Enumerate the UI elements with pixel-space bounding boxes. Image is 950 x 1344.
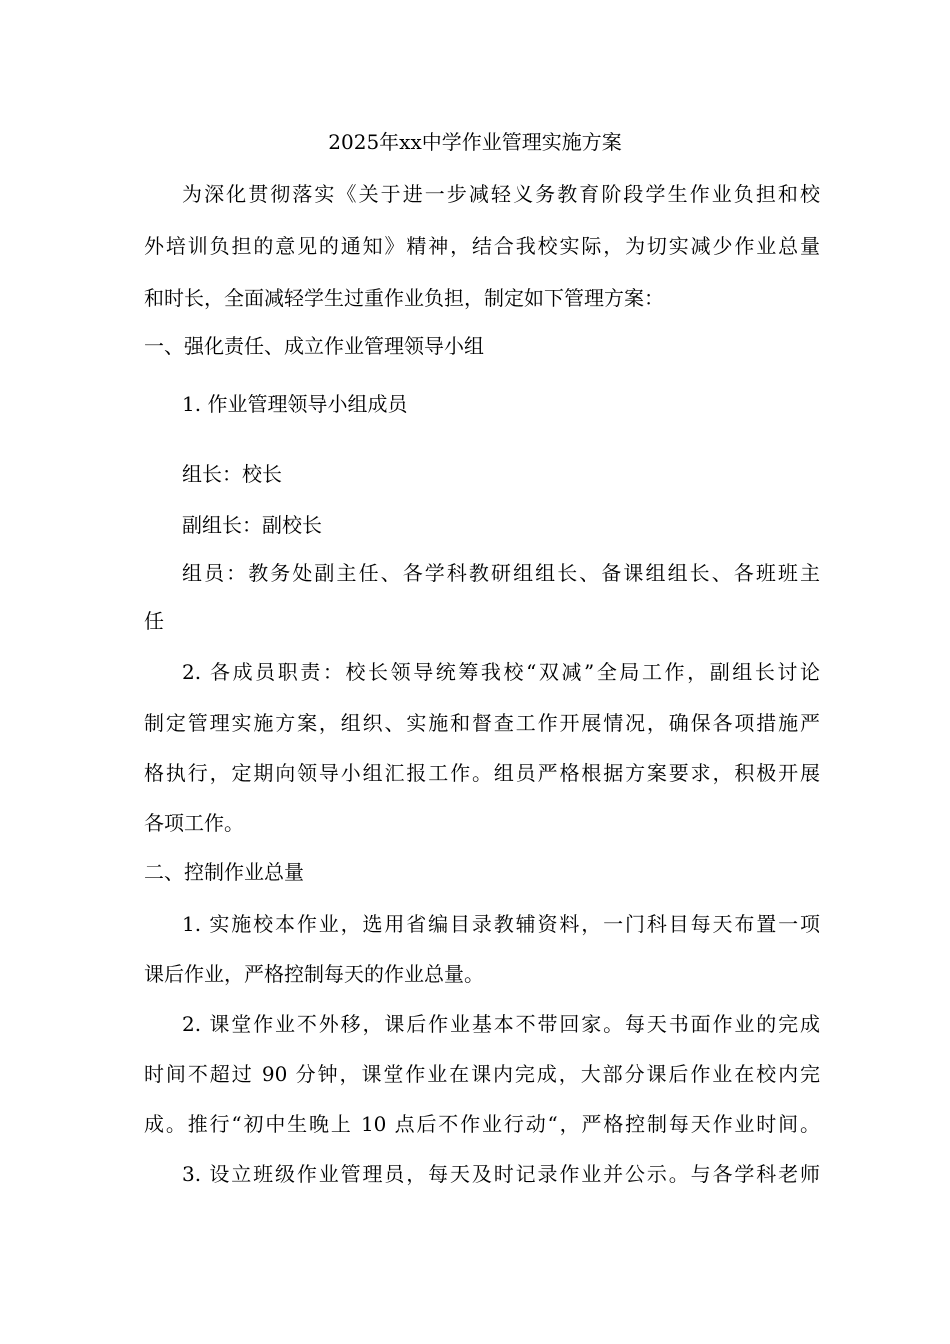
item2-line-2: 时间不超过 90 分钟，课堂作业在课内完成，大部分课后作业在校内完 [144, 1062, 820, 1086]
section-heading-1: 一、强化责任、成立作业管理领导小组 [144, 334, 484, 358]
leader-line: 组长：校长 [182, 462, 282, 486]
item3-line-1: 3. 设立班级作业管理员，每天及时记录作业并公示。与各学科老师 [182, 1162, 820, 1186]
deputy-leader-line: 副组长：副校长 [182, 513, 322, 537]
item2-line-1: 2. 课堂作业不外移，课后作业基本不带回家。每天书面作业的完成 [182, 1012, 820, 1036]
intro-line-3: 和时长，全面减轻学生过重作业负担，制定如下管理方案： [144, 286, 664, 310]
document-title: 2025年xx中学作业管理实施方案 [328, 130, 622, 154]
subheading-members: 1. 作业管理领导小组成员 [182, 392, 408, 416]
section-heading-2: 二、控制作业总量 [144, 860, 304, 884]
members-line-2: 任 [144, 609, 164, 633]
item2-line-3: 成。推行“初中生晚上 10 点后不作业行动“，严格控制每天作业时间。 [144, 1112, 820, 1136]
intro-line-1: 为深化贯彻落实《关于进一步减轻义务教育阶段学生作业负担和校 [182, 182, 820, 206]
item1-line-2: 课后作业，严格控制每天的作业总量。 [144, 962, 484, 986]
duties-line-3: 格执行，定期向领导小组汇报工作。组员严格根据方案要求，积极开展 [144, 761, 820, 785]
duties-line-2: 制定管理实施方案，组织、实施和督查工作开展情况，确保各项措施严 [144, 711, 820, 735]
members-line-1: 组员：教务处副主任、各学科教研组组长、备课组组长、各班班主 [182, 561, 820, 585]
intro-line-2: 外培训负担的意见的通知》精神，结合我校实际，为切实减少作业总量 [144, 234, 820, 258]
item1-line-1: 1. 实施校本作业，选用省编目录教辅资料，一门科目每天布置一项 [182, 912, 820, 936]
duties-line-1: 2. 各成员职责：校长领导统筹我校“双减”全局工作，副组长讨论 [182, 660, 820, 684]
duties-line-4: 各项工作。 [144, 811, 244, 835]
